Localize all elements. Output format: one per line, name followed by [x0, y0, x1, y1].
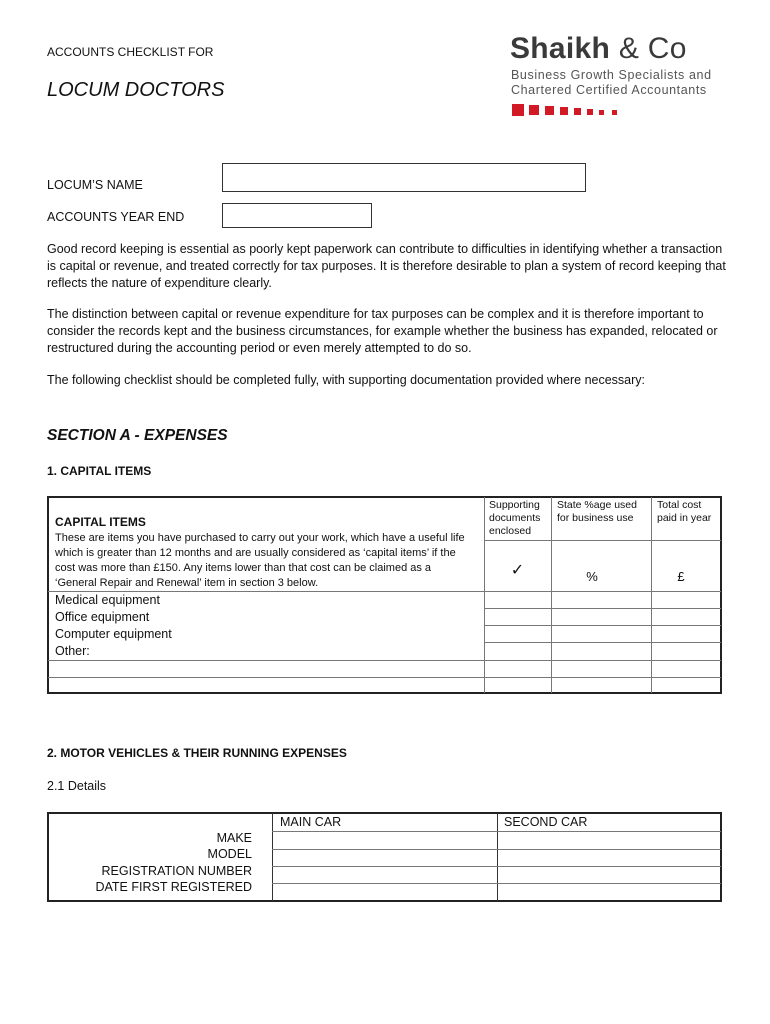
row-computer-equipment: Computer equipment: [55, 627, 172, 641]
section-a-title: SECTION A - EXPENSES: [47, 427, 228, 444]
tick-icon: ✓: [510, 562, 525, 579]
intro-paragraph-3: The following checklist should be completed fully, with supporting documentation provided where necessary:: [47, 373, 646, 387]
locum-name-input[interactable]: [222, 163, 586, 192]
col-second-car: SECOND CAR: [504, 815, 588, 829]
intro-paragraph-1: Good record keeping is essential as poorly kept paperwork can contribute to difficulties in identifying whether a transaction is capital or revenue, and treated correctly for tax purposes. It is therefore desirable to plan a system of record keeping that reflects the nature of expenditure clearly.: [47, 242, 726, 290]
motor-details-subheading: 2.1 Details: [47, 779, 107, 793]
row-medical-equipment: Medical equipment: [55, 593, 160, 607]
col-business-use: State %age used for business use: [557, 499, 637, 524]
col-main-car: MAIN CAR: [280, 815, 342, 829]
col-supporting-documents: Supporting documents enclosed: [489, 499, 541, 537]
company-logo-name: [510, 32, 687, 66]
locum-name-label: LOCUM’S NAME: [47, 178, 143, 192]
logo-name-part1: Shaikh: [510, 32, 611, 65]
row-model: MODEL: [207, 847, 252, 861]
logo-tagline-1: Business Growth Specialists and: [511, 68, 712, 82]
capital-items-description: These are items you have purchased to carry out your work, which have a useful life which is greater than 12 months and are usually considered as ‘capital items’ if the cost was more than £150. Any items lower than that cost can be claimed as a ‘General Repair and Renewal’ item in section 3 below.: [55, 532, 465, 589]
capital-items-box-heading: CAPITAL ITEMS: [55, 515, 146, 529]
row-make: MAKE: [216, 831, 252, 845]
page-title: LOCUM DOCTORS: [47, 79, 225, 101]
logo-name-part2: Co: [647, 32, 687, 65]
col-total-cost: Total cost paid in year: [657, 499, 712, 524]
capital-items-heading: 1. CAPITAL ITEMS: [47, 464, 152, 478]
pound-symbol: £: [677, 569, 685, 584]
motor-vehicles-heading: 2. MOTOR VEHICLES & THEIR RUNNING EXPENSES: [47, 746, 347, 760]
logo-ampersand: &: [618, 32, 640, 65]
percent-symbol: %: [586, 569, 598, 584]
checklist-subtitle: ACCOUNTS CHECKLIST FOR: [47, 45, 214, 59]
row-office-equipment: Office equipment: [55, 610, 150, 624]
accounts-year-end-label: ACCOUNTS YEAR END: [47, 210, 185, 224]
row-registration-number: REGISTRATION NUMBER: [101, 864, 252, 878]
logo-tagline-2: Chartered Certified Accountants: [511, 83, 707, 97]
accounts-year-end-input[interactable]: [222, 203, 372, 228]
row-date-first-registered: DATE FIRST REGISTERED: [95, 880, 252, 894]
intro-paragraph-2: The distinction between capital or revenue expenditure for tax purposes can be complex and it is therefore important to consider the records kept and the business circumstances, for example whether the business has expanded, relocated or restructured during the accounting period or even merely attempted to do so.: [47, 307, 718, 355]
row-other: Other:: [55, 644, 90, 658]
